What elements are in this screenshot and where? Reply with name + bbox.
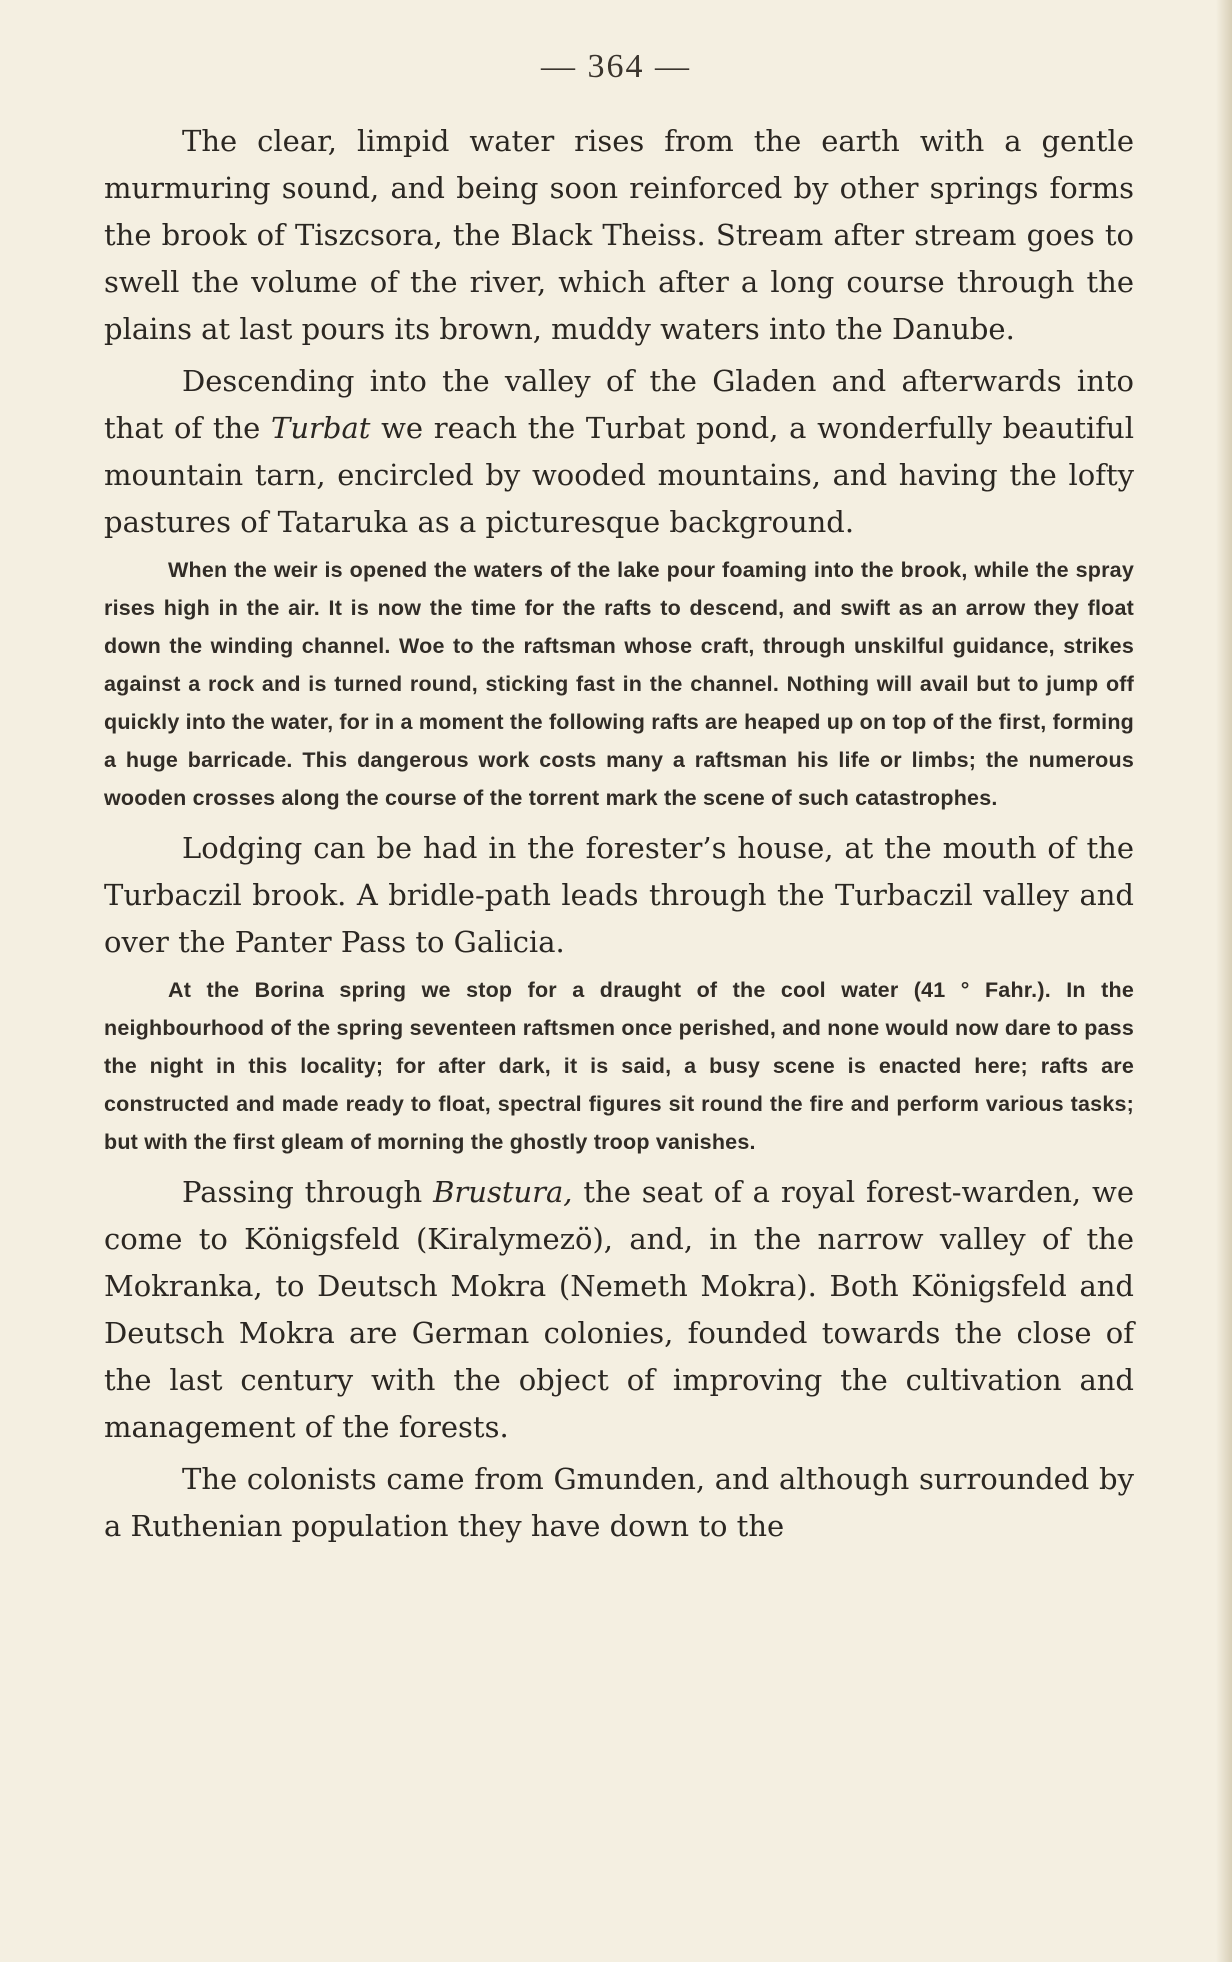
paragraph-text: the seat of a royal forest-warden, we come to Königsfeld (Kiralymezö), and, in the narrow valley of the Mokranka, to Deutsch Mokra (Nemeth Mokra). Both Königsfeld and Deutsch Mokra are German colonies, founded towards the close of the last century with the object of improving the cultivation and management of the forests.	[104, 1175, 1134, 1444]
paragraph-text: we reach the Turbat pond, a wonderfully beautiful mountain tarn, encircled by wooded mountains, and having the lofty pastures of Tataruka as a picturesque background.	[104, 411, 1134, 539]
page-number: — 364 —	[541, 48, 691, 85]
paragraph-turbat-pond	[104, 358, 1134, 546]
paragraph-text: Descending into the valley of the Gladen and afterwards into that of the	[104, 364, 1134, 445]
page-edge-shadow	[1216, 0, 1232, 1962]
italic-place-name: Turbat	[271, 411, 371, 445]
paragraph-lodging: Lodging can be had in the forester’s house, at the mouth of the Turbaczil brook. A bridle-path leads through the Turbaczil valley and over the Panter Pass to Galicia.	[104, 831, 1134, 959]
paragraph-rafts: When the weir is opened the waters of the lake pour foaming into the brook, while the spray rises high in the air. It is now the time for the rafts to descend, and swift as an arrow they float down the winding channel. Woe to the raftsman whose craft, through unskilful guidance, strikes against a rock and is turned round, sticking fast in the channel. Nothing will avail but to jump off quickly into the water, for in a moment the following rafts are heaped up on top of the first, forming a huge barricade. This dangerous work costs many a raftsman his life or limbs; the numerous wooden crosses along the course of the torrent mark the scene of such catastrophes.	[104, 558, 1134, 810]
paragraph-borina-spring: At the Borina spring we stop for a draught of the cool water (41 ° Fahr.). In the neighbourhood of the spring seventeen raftsmen once perished, and none would now dare to pass the night in this locality; for after dark, it is said, a busy scene is enacted here; rafts are constructed and made ready to float, spectral figures sit round the fire and perform various tasks; but with the first gleam of morning the ghostly troop vanishes.	[104, 978, 1134, 1154]
paragraph-text: Passing through	[182, 1175, 434, 1209]
paragraph-colonists: The colonists came from Gmunden, and although surrounded by a Ruthenian population they have down to the	[104, 1462, 1134, 1543]
page-body	[104, 118, 1134, 1555]
paragraph-black-theiss: The clear, limpid water rises from the earth with a gentle murmuring sound, and being soon reinforced by other springs forms the brook of Tiszcsora, the Black Theiss. Stream after stream goes to swell the volume of the river, which after a long course through the plains at last pours its brown, muddy waters into the Danube.	[104, 124, 1134, 346]
paragraph-brustura	[104, 1169, 1134, 1451]
italic-place-name: Brustura,	[433, 1175, 573, 1209]
